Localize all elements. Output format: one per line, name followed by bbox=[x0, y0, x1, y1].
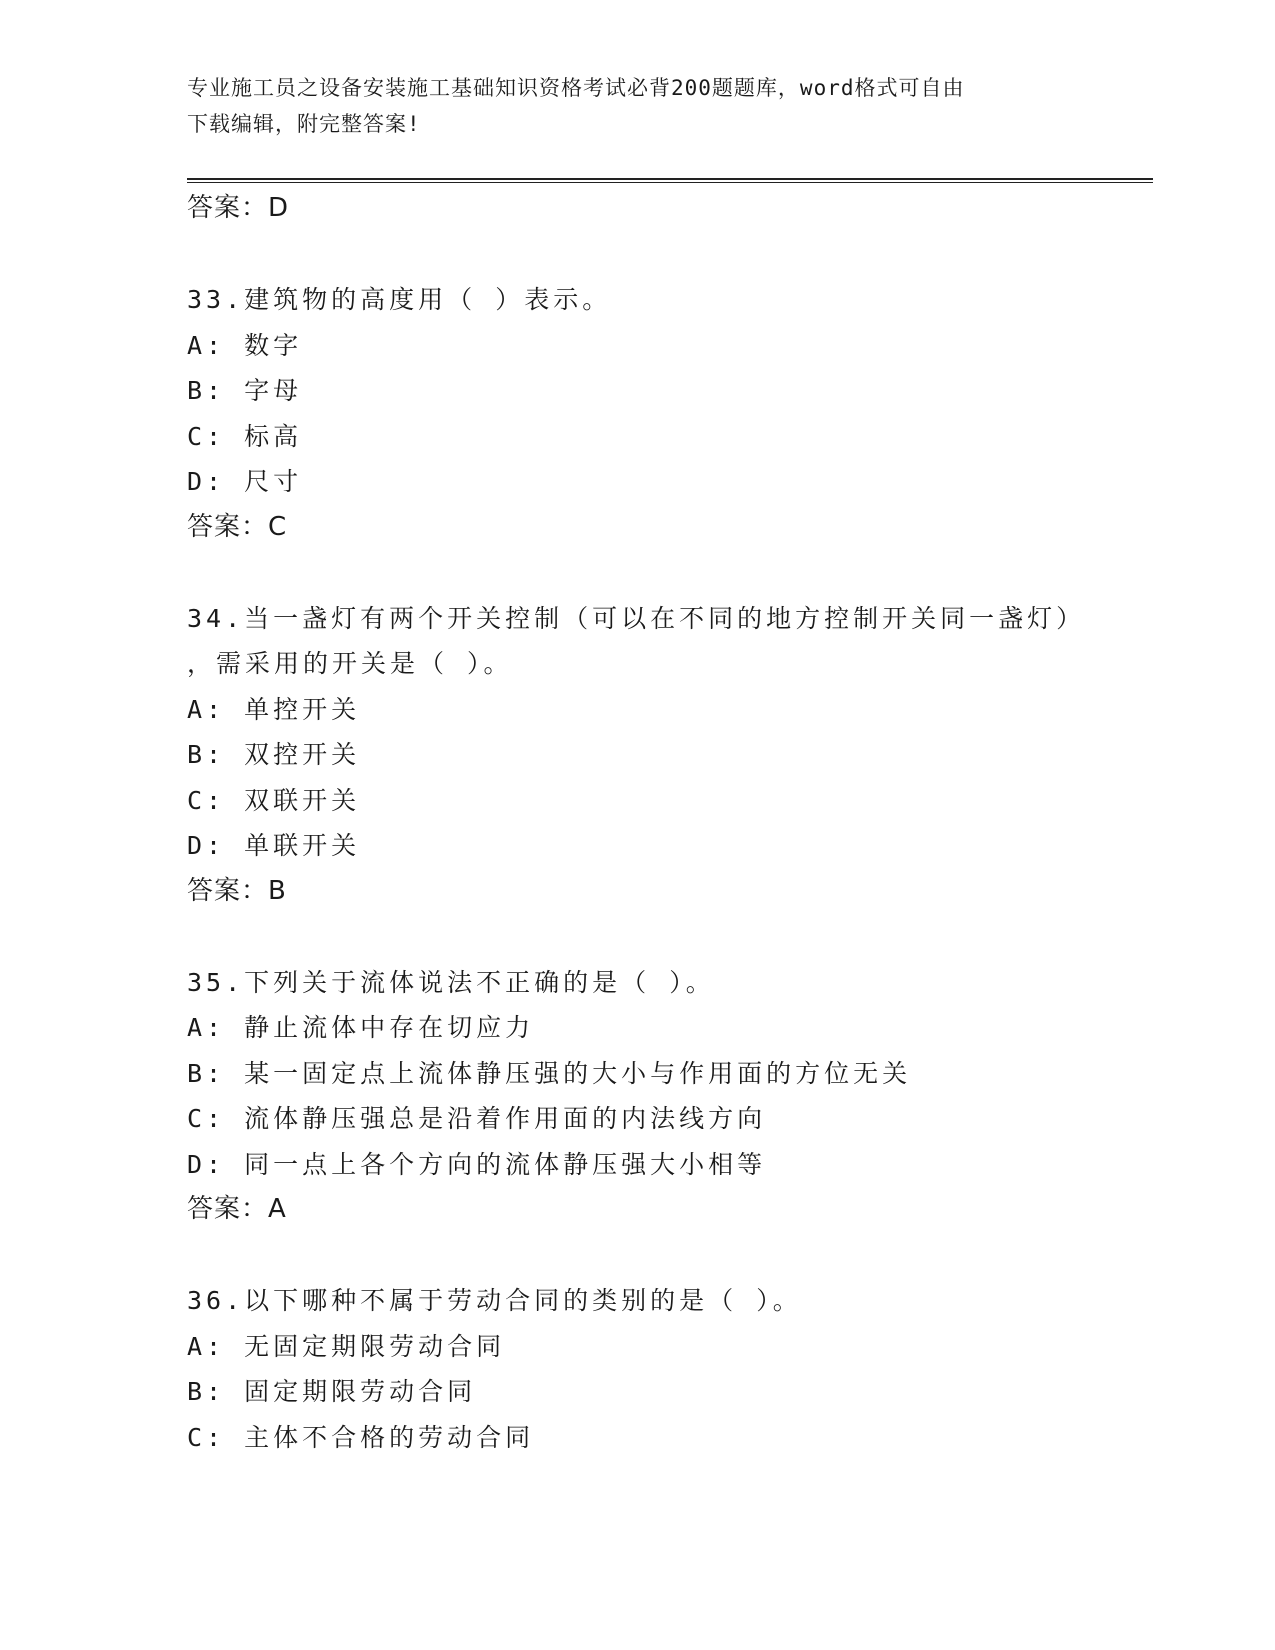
spacer bbox=[187, 232, 1153, 278]
option-c: C: 主体不合格的劳动合同 bbox=[187, 1422, 535, 1452]
previous-answer: 答案：D bbox=[187, 193, 290, 223]
header-divider bbox=[187, 178, 1153, 183]
header-title-line-1: 专业施工员之设备安装施工基础知识资格考试必背200题题库，word格式可自由 bbox=[187, 76, 965, 100]
option-c: C: 流体静压强总是沿着作用面的内法线方向 bbox=[187, 1104, 767, 1133]
option-b: B: 字母 bbox=[187, 376, 303, 405]
option-d: D: 单联开关 bbox=[187, 831, 361, 860]
question-list bbox=[187, 186, 1153, 1460]
question-block-33 bbox=[187, 277, 1153, 550]
answer: 答案：B bbox=[187, 875, 287, 906]
option-a: A: 无固定期限劳动合同 bbox=[187, 1331, 506, 1361]
answer: 答案：C bbox=[187, 511, 288, 542]
option-a: A: 静止流体中存在切应力 bbox=[187, 1013, 535, 1042]
option-b: B: 固定期限劳动合同 bbox=[187, 1377, 477, 1406]
question-stem: 33.建筑物的高度用（ ）表示。 bbox=[187, 285, 612, 314]
option-c: C: 标高 bbox=[187, 421, 303, 451]
option-d: D: 尺寸 bbox=[187, 467, 303, 496]
question-stem: 35.下列关于流体说法不正确的是（ ）。 bbox=[187, 967, 715, 997]
option-d: D: 同一点上各个方向的流体静压强大小相等 bbox=[187, 1149, 767, 1179]
spacer bbox=[187, 1233, 1153, 1279]
question-stem-continued: ，需采用的开关是（ ）。 bbox=[187, 649, 513, 678]
header-title-line-2: 下载编辑，附完整答案! bbox=[187, 112, 421, 136]
option-a: A: 数字 bbox=[187, 330, 303, 360]
answer: 答案：A bbox=[187, 1194, 287, 1224]
page-header bbox=[187, 70, 1077, 142]
question-block-36 bbox=[187, 1278, 1153, 1460]
question-stem: 34.当一盏灯有两个开关控制（可以在不同的地方控制开关同一盏灯） bbox=[187, 603, 1086, 633]
spacer bbox=[187, 914, 1153, 960]
question-block-35 bbox=[187, 960, 1153, 1233]
option-b: B: 双控开关 bbox=[187, 740, 361, 769]
question-block-34 bbox=[187, 596, 1153, 915]
spacer bbox=[187, 550, 1153, 596]
option-b: B: 某一固定点上流体静压强的大小与作用面的方位无关 bbox=[187, 1058, 912, 1088]
option-c: C: 双联开关 bbox=[187, 785, 361, 815]
question-stem: 36.以下哪种不属于劳动合同的类别的是（ ）。 bbox=[187, 1286, 802, 1315]
option-a: A: 单控开关 bbox=[187, 694, 361, 724]
